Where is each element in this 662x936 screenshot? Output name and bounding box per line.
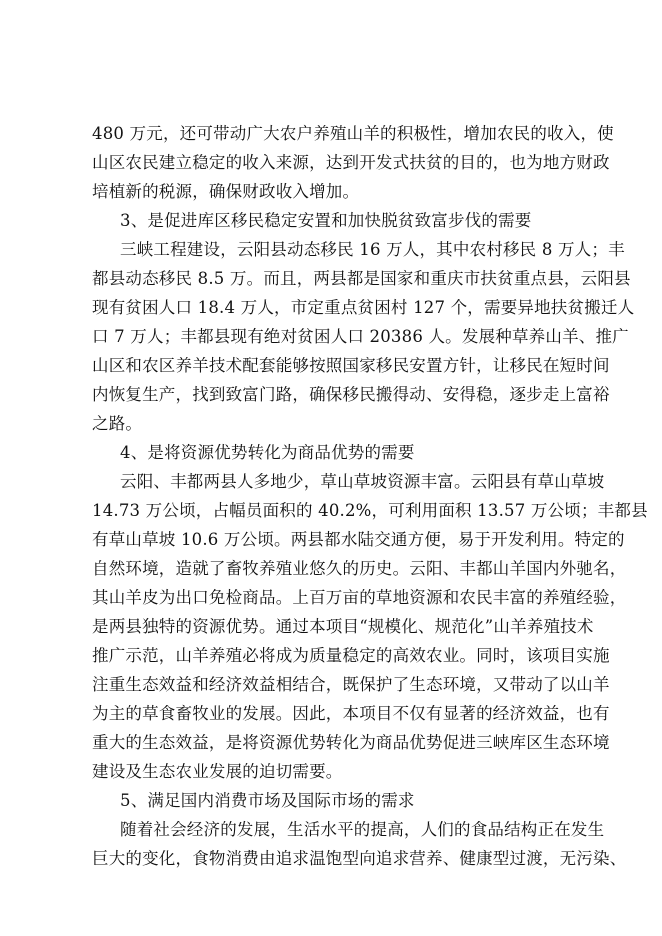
text-line: 随着社会经济的发展，生活水平的提高，人们的食品结构正在发生 — [120, 820, 605, 839]
text-line: 建设及生态农业发展的迫切需要。 — [92, 762, 343, 781]
text-line: 口 7 万人；丰都县现有绝对贫困人口 20386 人。发展种草养山羊、推广 — [92, 327, 629, 346]
text-line: 巨大的变化，食物消费由追求温饱型向追求营养、健康型过渡，无污染、 — [92, 849, 627, 868]
text-line: 有草山草坡 10.6 万公顷。两县都水陆交通方便，易于开发利用。特定的 — [92, 530, 625, 549]
text-line: 推广示范，山羊养殖必将成为质量稳定的高效农业。同时，该项目实施 — [92, 646, 610, 665]
text-line: 山区农民建立稳定的收入来源，达到开发式扶贫的目的，也为地方财政 — [92, 153, 610, 172]
text-line: 480 万元，还可带动广大农户养殖山羊的积极性，增加农民的收入，使 — [92, 124, 614, 143]
text-line: 内恢复生产，找到致富门路，确保移民搬得动、安得稳，逐步走上富裕 — [92, 385, 610, 404]
text-line: 云阳、丰都两县人多地少，草山草坡资源丰富。云阳县有草山草坡 — [120, 472, 605, 491]
text-line: 是两县独特的资源优势。通过本项目“规模化、规范化”山羊养殖技术 — [92, 617, 594, 636]
text-line: 注重生态效益和经济效益相结合，既保护了生态环境，又带动了以山羊 — [92, 675, 610, 694]
text-line: 现有贫困人口 18.4 万人，市定重点贫困村 127 个，需要异地扶贫搬迁人 — [92, 298, 635, 317]
section-heading-4: 4、是将资源优势转化为商品优势的需要 — [120, 443, 415, 462]
text-line: 其山羊皮为出口免检商品。上百万亩的草地资源和农民丰富的养殖经验， — [92, 588, 627, 607]
text-line: 14.73 万公顷，占幅员面积的 40.2%，可利用面积 13.57 万公顷；丰都县 — [92, 501, 648, 520]
text-line: 之路。 — [92, 414, 143, 433]
section-heading-5: 5、满足国内消费市场及国际市场的需求 — [120, 791, 415, 810]
text-line: 为主的草食畜牧业的发展。因此，本项目不仅有显著的经济效益，也有 — [92, 704, 610, 723]
text-line: 培植新的税源，确保财政收入增加。 — [92, 182, 360, 201]
text-line: 自然环境，造就了畜牧养殖业悠久的历史。云阳、丰都山羊国内外驰名， — [92, 559, 627, 578]
text-line: 重大的生态效益，是将资源优势转化为商品优势促进三峡库区生态环境 — [92, 733, 610, 752]
section-heading-3: 3、是促进库区移民稳定安置和加快脱贫致富步伐的需要 — [120, 211, 532, 230]
text-line: 都县动态移民 8.5 万。而且，两县都是国家和重庆市扶贫重点县，云阳县 — [92, 269, 631, 288]
text-line: 山区和农区养羊技术配套能够按照国家移民安置方针，让移民在短时间 — [92, 356, 610, 375]
text-line: 三峡工程建设，云阳县动态移民 16 万人，其中农村移民 8 万人；丰 — [120, 240, 625, 259]
